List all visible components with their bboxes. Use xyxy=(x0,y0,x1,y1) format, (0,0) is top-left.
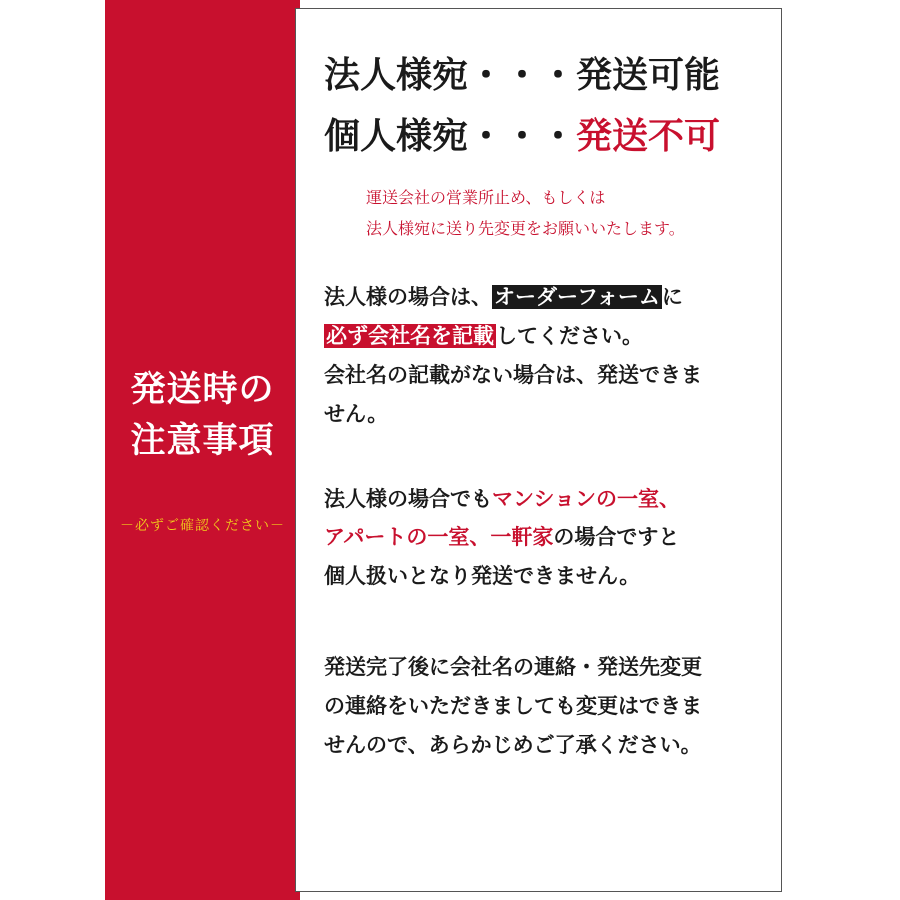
headline xyxy=(324,45,754,167)
headline-line2-prefix: 個人様宛・・・ xyxy=(324,116,577,158)
paragraph-1-line3: 会社名の記載がない場合は、発送できま xyxy=(324,362,702,387)
p1-highlight-company-name: 必ず会社名を記載 xyxy=(326,324,494,348)
p1-line1-a: 法人様の場合は、 xyxy=(324,285,492,310)
band-title-line2: 注意事項 xyxy=(130,421,275,461)
paragraph-1-line1 xyxy=(324,278,754,317)
red-side-band xyxy=(105,0,300,900)
note-block xyxy=(366,183,754,244)
paragraph-1-line4: せん。 xyxy=(324,401,389,426)
note-line2: 法人様宛に送り先変更をお願いいたします。 xyxy=(366,218,685,238)
headline-line2 xyxy=(324,106,754,167)
paragraph-2-line1 xyxy=(324,480,754,519)
headline-line1: 法人様宛・・・発送可能 xyxy=(324,55,721,96)
content-panel xyxy=(295,8,782,892)
red-band-content xyxy=(105,0,300,900)
paragraph-1-line2 xyxy=(324,317,754,356)
p1-line1-b: に xyxy=(661,285,683,310)
p2-line1-red: マンションの一室、 xyxy=(492,486,681,511)
p1-highlight-orderform: オーダーフォーム xyxy=(494,285,660,310)
p2-line1-a: 法人様の場合でも xyxy=(324,486,492,511)
p1-line2-b: してください。 xyxy=(496,324,643,348)
paragraph-1 xyxy=(324,278,754,433)
band-title xyxy=(130,365,274,467)
band-subtitle: －必ずご確認ください－ xyxy=(120,517,285,534)
p2-line2-red: アパートの一室、一軒家 xyxy=(324,525,554,550)
paragraph-2 xyxy=(324,480,754,597)
p2-line2-b: の場合ですと xyxy=(553,525,680,550)
paragraph-2-line2 xyxy=(324,518,754,557)
paragraph-3-line2: の連絡をいただきましても変更はできま xyxy=(324,693,702,718)
paragraph-3-line1: 発送完了後に会社名の連絡・発送先変更 xyxy=(324,655,702,680)
headline-line2-negative: 発送不可 xyxy=(576,116,721,158)
paragraph-3 xyxy=(324,648,754,765)
paragraph-2-line3: 個人扱いとなり発送できません。 xyxy=(324,564,641,589)
content-inner xyxy=(324,45,754,765)
paragraph-3-line3: せんので、あらかじめご了承ください。 xyxy=(324,732,702,757)
band-title-line1: 発送時の xyxy=(130,370,275,411)
note-line1: 運送会社の営業所止め、もしくは xyxy=(366,188,606,208)
